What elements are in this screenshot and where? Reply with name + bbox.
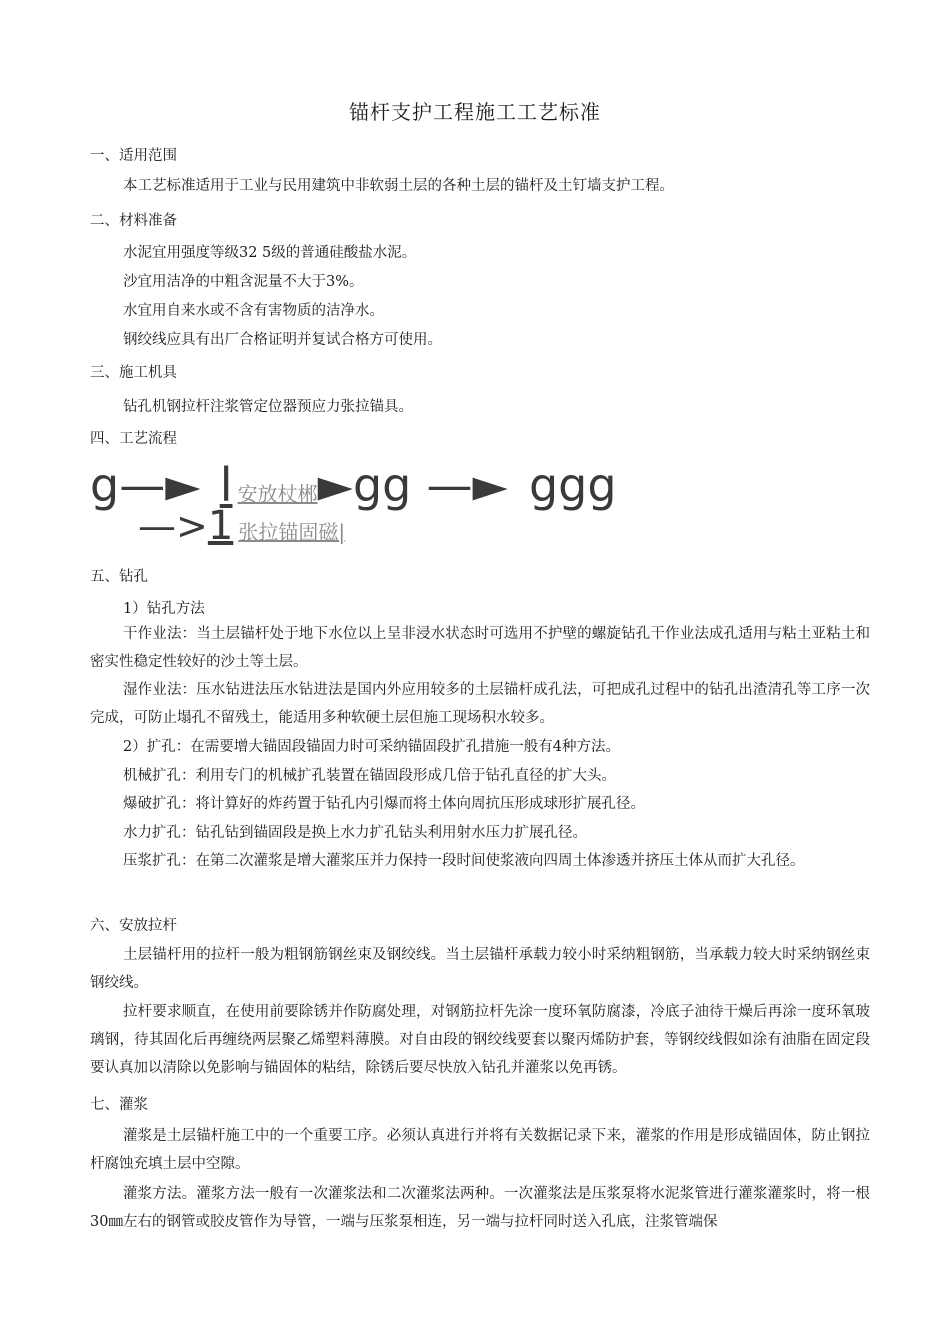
flow-node: gg	[352, 458, 412, 512]
flow-node: g	[90, 458, 120, 512]
install-rod-paragraph: 土层锚杆用的拉杆一般为粗钢筋钢丝束及钢绞线。当土层锚杆承载力较小时采纳粗钢筋，当承载力较大时采纳钢丝束钢绞线。	[90, 947, 870, 991]
flow-arrow: ►	[317, 458, 353, 512]
machinery-line: 钻孔机钢拉杆注浆管定位器预应力张拉锚具。	[123, 399, 413, 415]
flow-arrow: —>	[138, 504, 208, 548]
flow-arrow: —►	[426, 458, 508, 512]
section-heading-install-rod: 六、安放拉杆	[90, 918, 177, 934]
page-title: 锚杆支护工程施工工艺标准	[349, 100, 601, 124]
drilling-paragraph: 爆破扩孔：将计算好的炸药置于钻孔内引爆而将土体向周抗压形成球形扩展孔径。	[123, 796, 645, 812]
materials-line: 钢绞线应具有出厂合格证明并复试合格方可使用。	[123, 332, 442, 348]
drilling-paragraph: 2）扩孔：在需要增大锚固段锚固力时可采纳锚固段扩孔措施一般有4种方法。	[123, 739, 620, 755]
materials-line: 沙宜用洁净的中粗含泥量不大于3%。	[123, 274, 364, 290]
process-flow-row-1	[90, 458, 617, 512]
section-heading-grouting: 七、灌浆	[90, 1097, 148, 1113]
section-heading-scope: 一、适用范围	[90, 148, 177, 164]
flow-label-install-rod: 安放杖郴	[237, 482, 318, 506]
materials-line: 水宜用自来水或不含有害物质的洁净水。	[123, 303, 384, 319]
drilling-paragraph: 湿作业法：压水钻进法压水钻进法是国内外应用较多的土层锚杆成孔法，可把成孔过程中的钻孔出渣清孔等工序一次完成，可防止塌孔不留残土，能适用多种软硬土层但施工现场积水较多。	[90, 682, 870, 726]
flow-label-tension-anchor: 张拉锚固磁|	[238, 520, 346, 544]
drilling-paragraph: 机械扩孔：利用专门的机械扩孔装置在锚固段形成几倍于钻孔直径的扩大头。	[123, 768, 616, 784]
grouting-paragraph: 灌浆是土层锚杆施工中的一个重要工序。必须认真进行并将有关数据记录下来，灌浆的作用是形成锚固体，防止钢拉杆腐蚀充填土层中空隙。	[90, 1128, 870, 1172]
flow-node: l	[219, 458, 233, 512]
drilling-subheading: 1）钻孔方法	[123, 601, 205, 617]
drilling-paragraph: 干作业法：当土层锚杆处于地下水位以上呈非浸水状态时可选用不护壁的螺旋钻孔干作业法成孔适用与粘土亚粘土和密实性稳定性较好的沙土等土层。	[90, 626, 870, 670]
flow-node: ggg	[528, 458, 617, 512]
drilling-paragraph: 水力扩孔：钻孔钻到锚固段是换上水力扩孔钻头利用射水压力扩展孔径。	[123, 825, 587, 841]
materials-line: 水泥宜用强度等级32 5级的普通硅酸盐水泥。	[123, 245, 417, 261]
section-heading-machinery: 三、施工机具	[90, 365, 177, 381]
flow-arrow: —►	[119, 458, 201, 512]
install-rod-paragraph: 拉杆要求顺直，在使用前要除锈并作防腐处理，对钢筋拉杆先涂一度环氧防腐漆，冷底子油待干燥后再涂一度环氧玻璃钢，待其固化后再缠绕两层聚乙烯塑料薄膜。对自由段的钢绞线要套以聚丙烯防护套，等钢绞线假如涂有油脂在固定段要认真加以清除以免影响与锚固体的粘结，除锈后要尽快放入钻孔并灌浆以免再锈。	[90, 1004, 870, 1076]
drilling-paragraph: 压浆扩孔：在第二次灌浆是增大灌浆压并力保持一段时间使浆液向四周土体渗透并挤压土体从而扩大孔径。	[123, 853, 805, 869]
section-heading-process-flow: 四、工艺流程	[90, 431, 177, 447]
grouting-paragraph: 灌浆方法。灌浆方法一般有一次灌浆法和二次灌浆法两种。一次灌浆法是压浆泵将水泥浆管进行灌浆灌浆时，将一根30㎜左右的钢管或胶皮管作为导管，一端与压浆泵相连，另一端与拉杆同时送入孔底，注浆管端保	[90, 1186, 870, 1230]
flow-node: 1	[207, 503, 234, 549]
section-heading-drilling: 五、钻孔	[90, 569, 148, 585]
process-flow-row-2	[138, 503, 346, 549]
scope-paragraph: 本工艺标准适用于工业与民用建筑中非软弱土层的各种土层的锚杆及土钉墙支护工程。	[123, 178, 674, 194]
section-heading-materials: 二、材料准备	[90, 213, 177, 229]
